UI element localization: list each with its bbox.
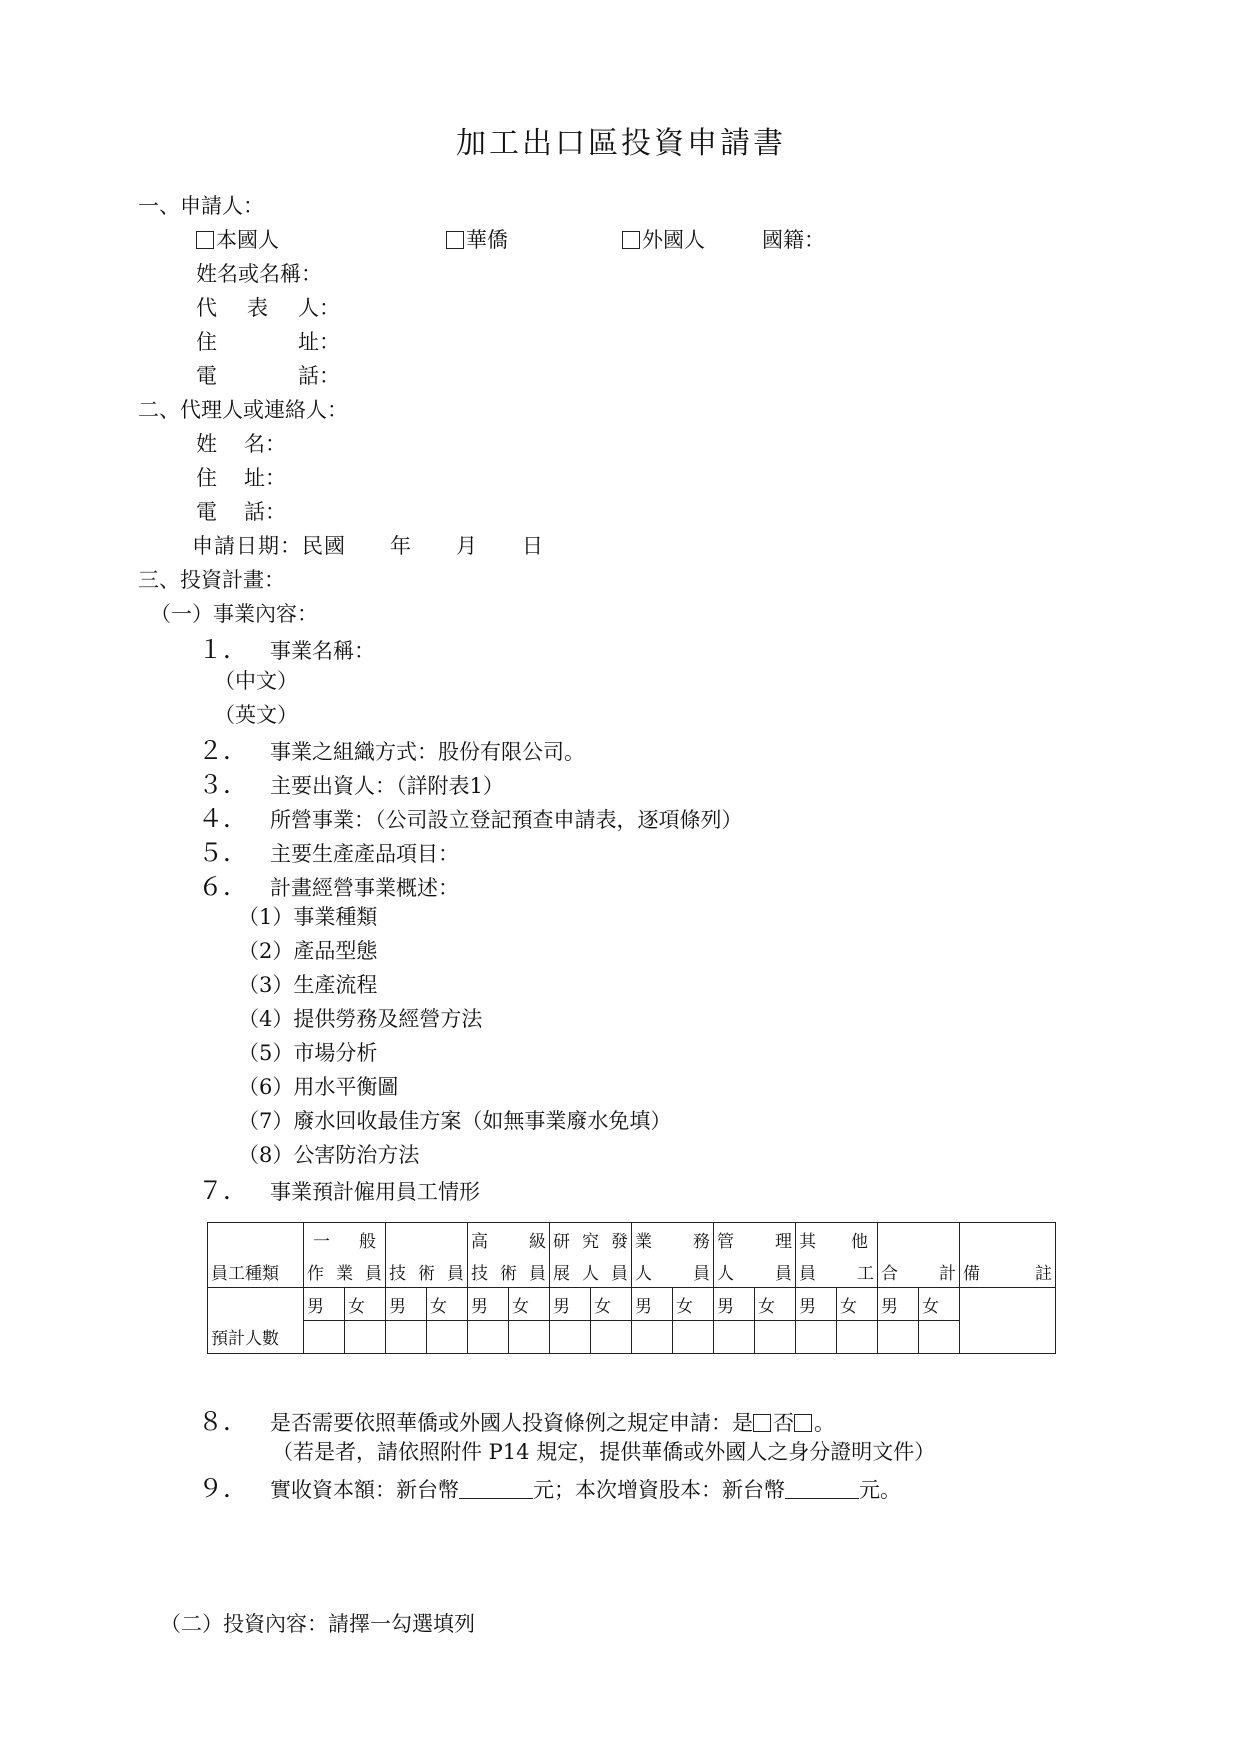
gender-male: 男 [878,1288,919,1321]
table-gender-row [208,1288,1056,1321]
applicant-phone-label: 電 話： [196,364,340,388]
col-mgmt-label: 人 員 [714,1255,796,1288]
agent-phone-label: 電 話： [196,500,286,524]
count-cell[interactable] [345,1321,386,1354]
count-cell[interactable] [591,1321,632,1354]
count-cell[interactable] [837,1321,878,1354]
option-local[interactable]: 本國人 [196,224,279,254]
count-cell[interactable] [714,1321,755,1354]
business-name-cn: （中文） [214,669,298,693]
nationality-label: 國籍： [762,228,825,252]
count-cell[interactable] [550,1321,591,1354]
overview-item: （2）產品型態 [238,939,378,963]
table-header-bottom-row [208,1255,1056,1288]
plan-item-6: ６． 計畫經營事業概述： [198,872,459,901]
count-cell[interactable] [919,1321,960,1354]
col-senior-top: 高 級 [468,1223,550,1256]
plan-item-4: ４． 所營事業：（公司設立登記預查申請表，逐項條列） [198,804,743,833]
overview-item: （6）用水平衡圖 [238,1075,399,1099]
gender-male: 男 [632,1288,673,1321]
col-total-label: 合 計 [878,1255,960,1288]
section-agent-heading: 二、代理人或連絡人： [138,398,348,422]
overview-item: （7）廢水回收最佳方案（如無事業廢水免填） [238,1109,672,1133]
plan-item-8: ８． 是否需要依照華僑或外國人投資條例之規定申請：是 否 。 [198,1407,835,1436]
gender-female: 女 [427,1288,468,1321]
subsection-investment-content: （二）投資內容：請擇一勾選填列 [160,1612,475,1636]
gender-female: 女 [591,1288,632,1321]
col-mgmt-top: 管 理 [714,1223,796,1256]
staff-table [207,1222,1056,1354]
remark-cell[interactable] [960,1288,1056,1354]
paid-capital-blank[interactable] [459,1480,533,1499]
gender-male: 男 [796,1288,837,1321]
gender-female: 女 [673,1288,714,1321]
count-cell[interactable] [427,1321,468,1354]
subsection-business-content: （一）事業內容： [150,602,318,626]
count-cell[interactable] [468,1321,509,1354]
col-tech-top [386,1223,468,1256]
section-plan-heading: 三、投資計畫： [138,568,285,592]
plan-item-2: ２． 事業之組織方式：股份有限公司。 [198,736,585,765]
gender-male: 男 [304,1288,345,1321]
table-header-top-row [208,1223,1056,1256]
col-sales-label: 人 員 [632,1255,714,1288]
gender-female: 女 [919,1288,960,1321]
page-title: 加工出口區投資申請書 [456,126,786,161]
gender-female: 女 [837,1288,878,1321]
capital-increase-blank[interactable] [785,1480,859,1499]
gender-female: 女 [509,1288,550,1321]
business-name-en: （英文） [214,703,298,727]
col-rd-label: 展 人 員 [550,1255,632,1288]
count-cell[interactable] [386,1321,427,1354]
gender-male: 男 [550,1288,591,1321]
agent-name-label: 姓 名： [196,432,286,456]
count-cell[interactable] [755,1321,796,1354]
count-cell[interactable] [878,1321,919,1354]
option-overseas[interactable]: 華僑 [446,224,508,254]
count-cell[interactable] [632,1321,673,1354]
overview-item: （3）生產流程 [238,973,378,997]
option-foreign[interactable]: 外國人 [622,224,705,254]
agent-address-label: 住 址： [196,466,286,490]
table-count-row [208,1321,1056,1354]
gender-male: 男 [386,1288,427,1321]
col-rd-top: 研 究 發 [550,1223,632,1256]
overview-item: （5）市場分析 [238,1041,378,1065]
checkbox-local[interactable] [196,231,214,249]
checkbox-no[interactable] [794,1414,812,1432]
applicant-rep-label: 代 表 人： [196,296,340,320]
gender-female: 女 [755,1288,796,1321]
count-cell[interactable] [796,1321,837,1354]
col-general-label: 作 業 員 [304,1255,386,1288]
overview-item: （4）提供勞務及經營方法 [238,1007,483,1031]
plan-item-9: ９． 實收資本額：新台幣 元；本次增資股本：新台幣 元。 [198,1474,901,1503]
gender-male: 男 [468,1288,509,1321]
count-cell[interactable] [304,1321,345,1354]
col-tech-label: 技 術 員 [386,1255,468,1288]
col-total-top [878,1223,960,1256]
col-other-top: 其 他 [796,1223,878,1256]
count-cell[interactable] [673,1321,714,1354]
checkbox-overseas[interactable] [446,231,464,249]
col-general-top: 一 般 [304,1223,386,1256]
applicant-name-label: 姓名或名稱： [196,262,322,286]
application-date: 申請日期：民國 年 月 日 [192,534,544,558]
col-other-label: 員 工 [796,1255,878,1288]
count-cell[interactable] [509,1321,550,1354]
col-sales-top: 業 務 [632,1223,714,1256]
item8-note: （若是者，請依照附件 P14 規定，提供華僑或外國人之身分證明文件） [272,1440,936,1464]
col-senior-label: 技 術 員 [468,1255,550,1288]
section-applicant-heading: 一、申請人： [138,194,264,218]
plan-item-5: ５． 主要生產產品項目： [198,838,459,867]
plan-item-7: ７． 事業預計僱用員工情形 [198,1176,480,1205]
gender-male: 男 [714,1288,755,1321]
overview-item: （8）公害防治方法 [238,1143,420,1167]
plan-item-3: ３． 主要出資人：（詳附表1） [198,770,504,799]
overview-item: （1）事業種類 [238,905,378,929]
row-label-count: 預計人數 [208,1321,304,1354]
row-label-staff-type: 員工種類 [208,1255,304,1288]
applicant-address-label: 住 址： [196,330,340,354]
checkbox-foreign[interactable] [622,231,640,249]
plan-item-1: １． 事業名稱： [198,635,375,664]
checkbox-yes[interactable] [753,1414,771,1432]
gender-female: 女 [345,1288,386,1321]
col-remark-label: 備 註 [960,1255,1056,1288]
